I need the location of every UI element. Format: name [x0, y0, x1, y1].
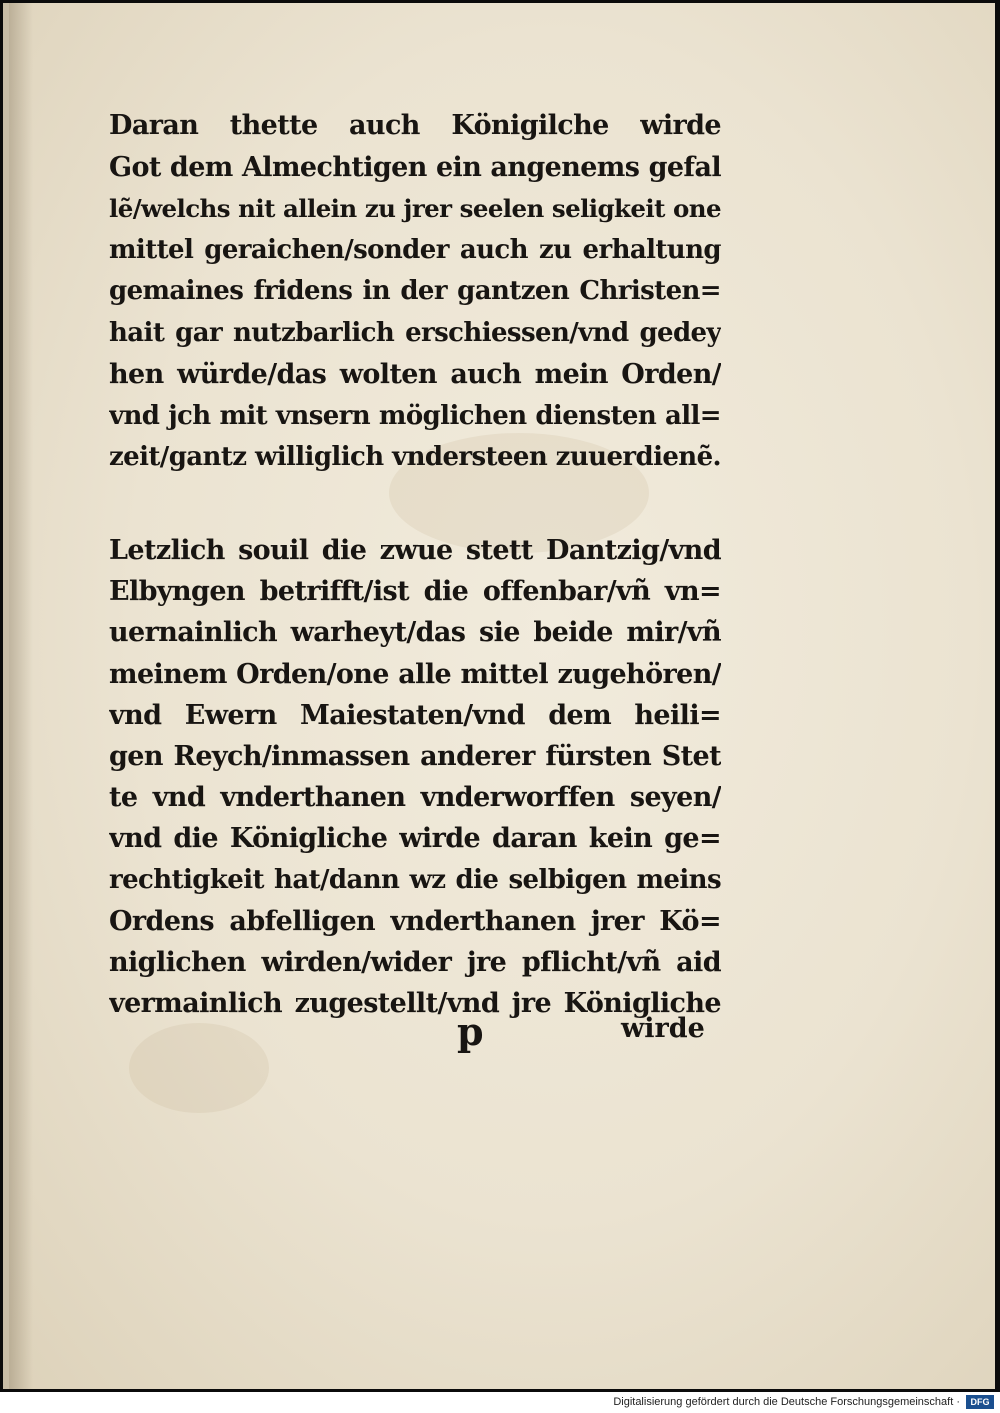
text-line: uernainlich warheyt/das sie beide mir/vñ: [109, 617, 721, 649]
text-line: vermainlich zugestellt/vnd jre Königliche: [109, 988, 721, 1020]
text-line: niglichen wirden/wider jre pflicht/vñ aid: [109, 946, 721, 978]
text-line: Daran thette auch Königilche wirde: [109, 110, 721, 141]
text-line: hait gar nutzbarlich erschiessen/vnd gedey: [109, 317, 721, 348]
footer-bar: [0, 1392, 1000, 1413]
text-line: rechtigkeit hat/dann wz die selbigen meins: [109, 864, 721, 895]
text-line: vnd Ewern Maiestaten/vnd dem heili=: [109, 699, 721, 731]
text-line: te vnd vnderthanen vnderworffen seyen/: [109, 782, 721, 814]
text-line: mittel geraichen/sonder auch zu erhaltung: [109, 234, 721, 265]
text-line: gemaines fridens in der gantzen Christen=: [109, 276, 721, 306]
text-line: vnd die Königliche wirde daran kein ge=: [109, 823, 721, 855]
text-line: vnd jch mit vnsern möglichen diensten all=: [109, 400, 721, 431]
text-line: zeit/gantz williglich vndersteen zuuerdienẽ.: [109, 442, 721, 472]
catchword: wirde: [621, 1013, 705, 1044]
text-line: lẽ/welchs nit allein zu jrer seelen seligkeit one: [109, 194, 721, 223]
paragraph-1: [109, 105, 721, 479]
text-line: Ordens abfelligen vnderthanen jrer Kö=: [109, 905, 721, 937]
text-line: Got dem Almechtigen ein angenems gefal: [109, 151, 721, 183]
paper-stain: [129, 1023, 269, 1113]
text-line: meinem Orden/one alle mittel zugehören/: [109, 658, 721, 690]
dfg-logo-icon[interactable]: DFG: [966, 1395, 994, 1409]
text-line: Elbyngen betrifft/ist die offenbar/vñ vn=: [109, 576, 721, 608]
paragraph-2: [109, 530, 721, 1024]
book-page: [3, 3, 995, 1389]
funding-note: Digitalisierung gefördert durch die Deutsche Forschungsgemeinschaft ·: [613, 1396, 960, 1408]
signature-mark: p: [457, 1009, 484, 1054]
text-line: gen Reych/inmassen anderer fürsten Stet: [109, 740, 721, 772]
text-line: hen würde/das wolten auch mein Orden/: [109, 359, 721, 390]
text-line: Letzlich souil die zwue stett Dantzig/vnd: [109, 535, 721, 566]
